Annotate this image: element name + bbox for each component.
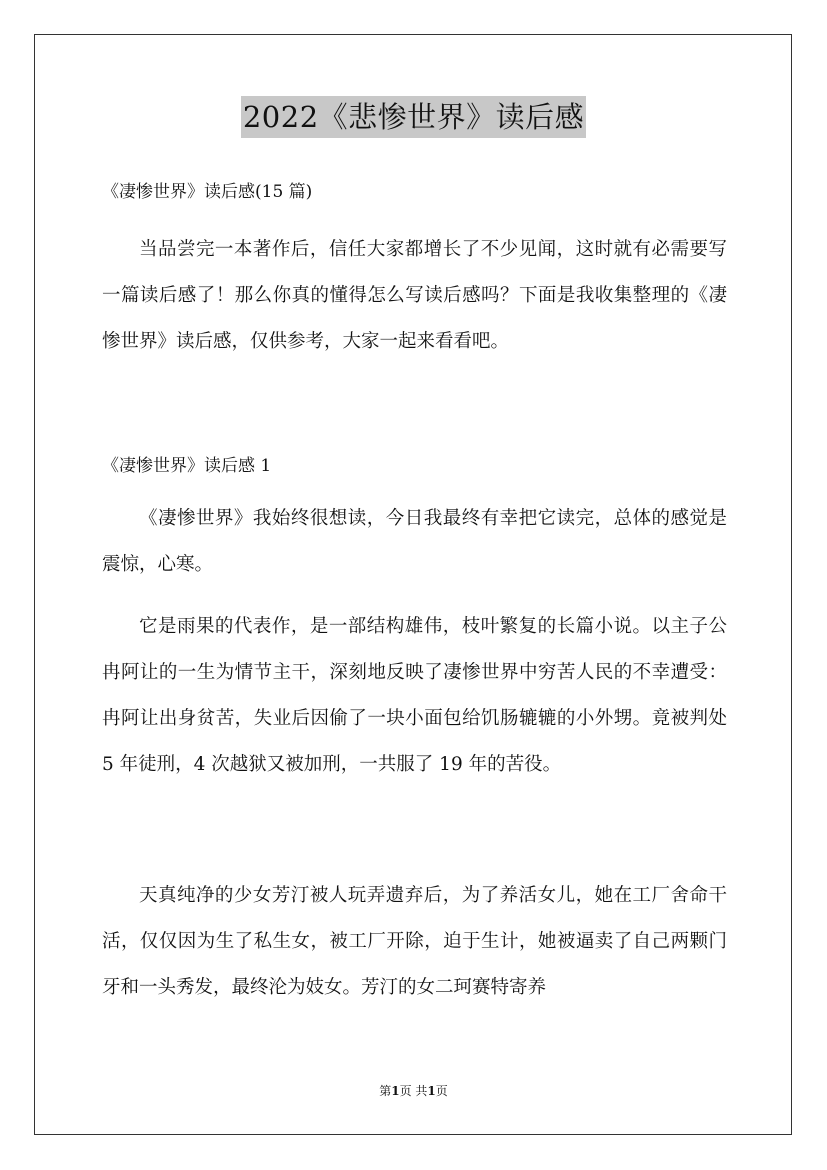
document-title (0, 96, 827, 138)
footer-mid: 页 共 (399, 1084, 428, 1098)
body-paragraph-1: 《凄惨世界》我始终很想读，今日我最终有幸把它读完，总体的感觉是震惊，心寒。 (102, 508, 727, 575)
footer-page-current: 1 (391, 1084, 400, 1098)
intro-paragraph: 当品尝完一本著作后，信任大家都增长了不少见闻，这时就有必需要写一篇读后感了！那么你真的懂得怎么写读后感吗？下面是我收集整理的《凄惨世界》读后感，仅供参考，大家一起来看看吧。 (102, 239, 727, 352)
section-heading: 《凄惨世界》读后感 1 (102, 456, 272, 476)
footer-suffix: 页 (435, 1084, 448, 1098)
document-subtitle: 《凄惨世界》读后感(15 篇) (102, 182, 313, 202)
document-title-text: 2022《悲惨世界》读后感 (241, 96, 586, 138)
page-footer (0, 1083, 827, 1099)
body-paragraph-3: 天真纯净的少女芳汀被人玩弄遗弃后，为了养活女儿，她在工厂舍命干活，仅仅因为生了私生女，被工厂开除，迫于生计，她被逼卖了自己两颗门牙和一头秀发，最终沦为妓女。芳汀的女二珂赛特寄养 (102, 885, 727, 998)
body-paragraph-2: 它是雨果的代表作，是一部结构雄伟，枝叶繁复的长篇小说。以主子公冉阿让的一生为情节主干，深刻地反映了凄惨世界中穷苦人民的不幸遭受：冉阿让出身贫苦，失业后因偷了一块小面包给饥肠辘辘的小外甥。竟被判处 5 年徒刑，4 次越狱又被加刑，一共服了 19 年的苦役。 (102, 616, 727, 775)
footer-page-total: 1 (427, 1084, 436, 1098)
footer-prefix: 第 (379, 1084, 392, 1098)
